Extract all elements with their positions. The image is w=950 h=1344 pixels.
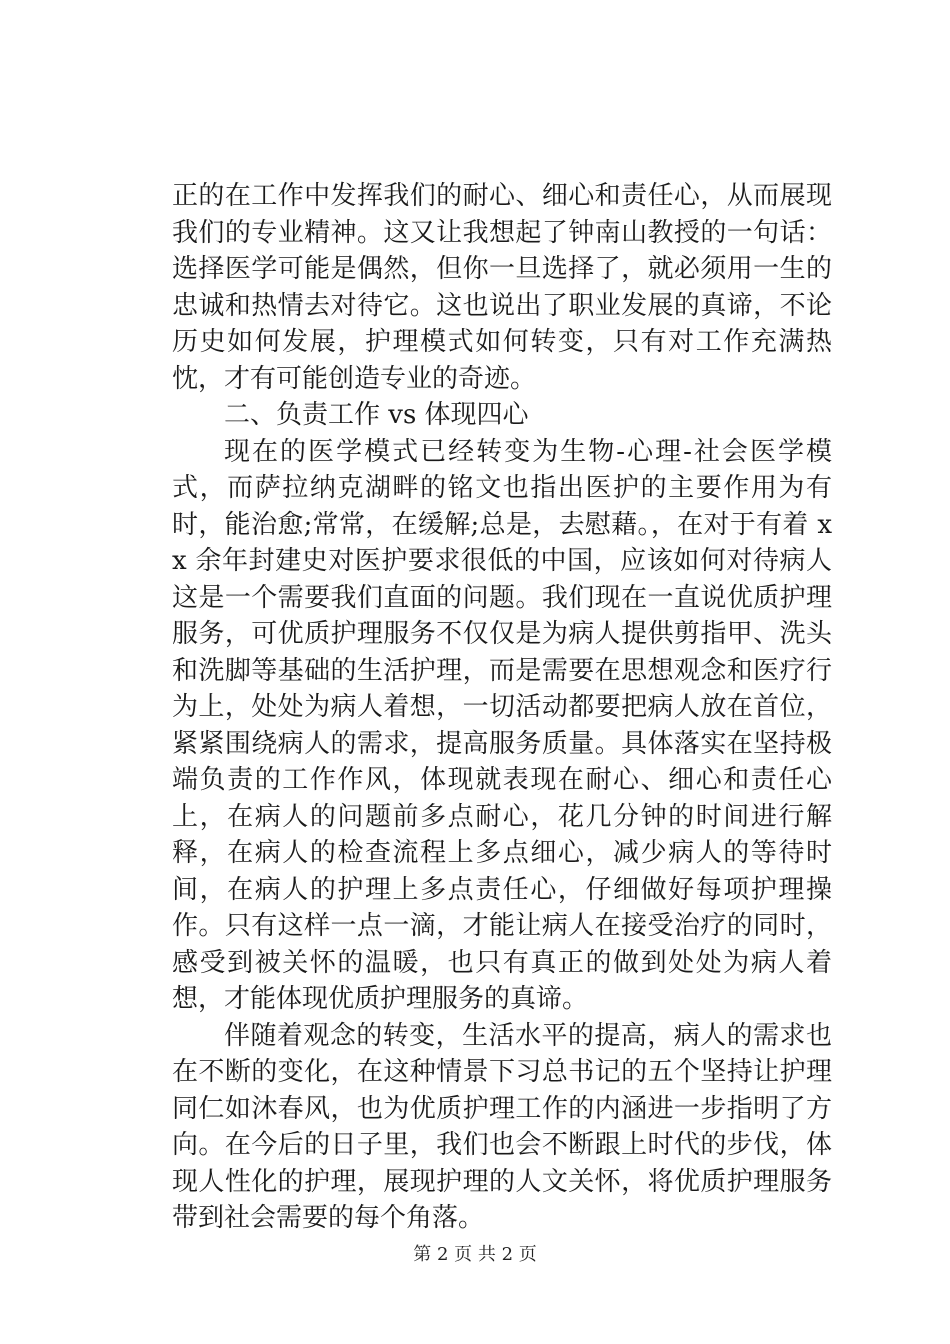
section-heading-2: 二、负责工作 vs 体现四心 [224, 400, 529, 430]
paragraph-2: 现在的医学模式已经转变为生物-心理-社会医学模式，而萨拉纳克湖畔的铭文也指出医护的主要作用为有时，能治愈;常常，在缓解;总是，去慰藉。，在对于有着 xx 余年封建史对医护要求很低的中国，应该如何对待病人这是一个需要我们直面的问题。我们现在一直说优质护理服务，可优质护理服务不仅仅是为病人提供剪指甲、洗头和洗脚等基础的生活护理，而是需要在思想观念和医疗行为上，处处为病人着想，一切活动都要把病人放在首位，紧紧围绕病人的需求，提高服务质量。具体落实在坚持极端负责的工作作风，体现就表现在耐心、细心和责任心上，在病人的问题前多点耐心，花几分钟的时间进行解释，在病人的检查流程上多点细心，减少病人的等待时间，在病人的护理上多点责任心，仔细做好每项护理操作。只有这样一点一滴，才能让病人在接受治疗的同时，感受到被关怀的温暖，也只有真正的做到处处为病人着想，才能体现优质护理服务的真谛。 [172, 436, 832, 1014]
document-body [172, 178, 832, 1237]
paragraph-3: 伴随着观念的转变，生活水平的提高，病人的需求也在不断的变化，在这种情景下习总书记的五个坚持让护理同仁如沐春风，也为优质护理工作的内涵进一步指明了方向。在今后的日子里，我们也会不断跟上时代的步伐，体现人性化的护理，展现护理的人文关怀，将优质护理服务带到社会需要的每个角落。 [172, 1020, 832, 1233]
paragraph-1: 正的在工作中发挥我们的耐心、细心和责任心，从而展现我们的专业精神。这又让我想起了钟南山教授的一句话：选择医学可能是偶然，但你一旦选择了，就必须用一生的忠诚和热情去对待它。这也说出了职业发展的真谛，不论历史如何发展，护理模式如何转变，只有对工作充满热忱，才有可能创造专业的奇迹。 [172, 181, 832, 394]
page-number-footer: 第 2 页 共 2 页 [413, 1244, 537, 1265]
